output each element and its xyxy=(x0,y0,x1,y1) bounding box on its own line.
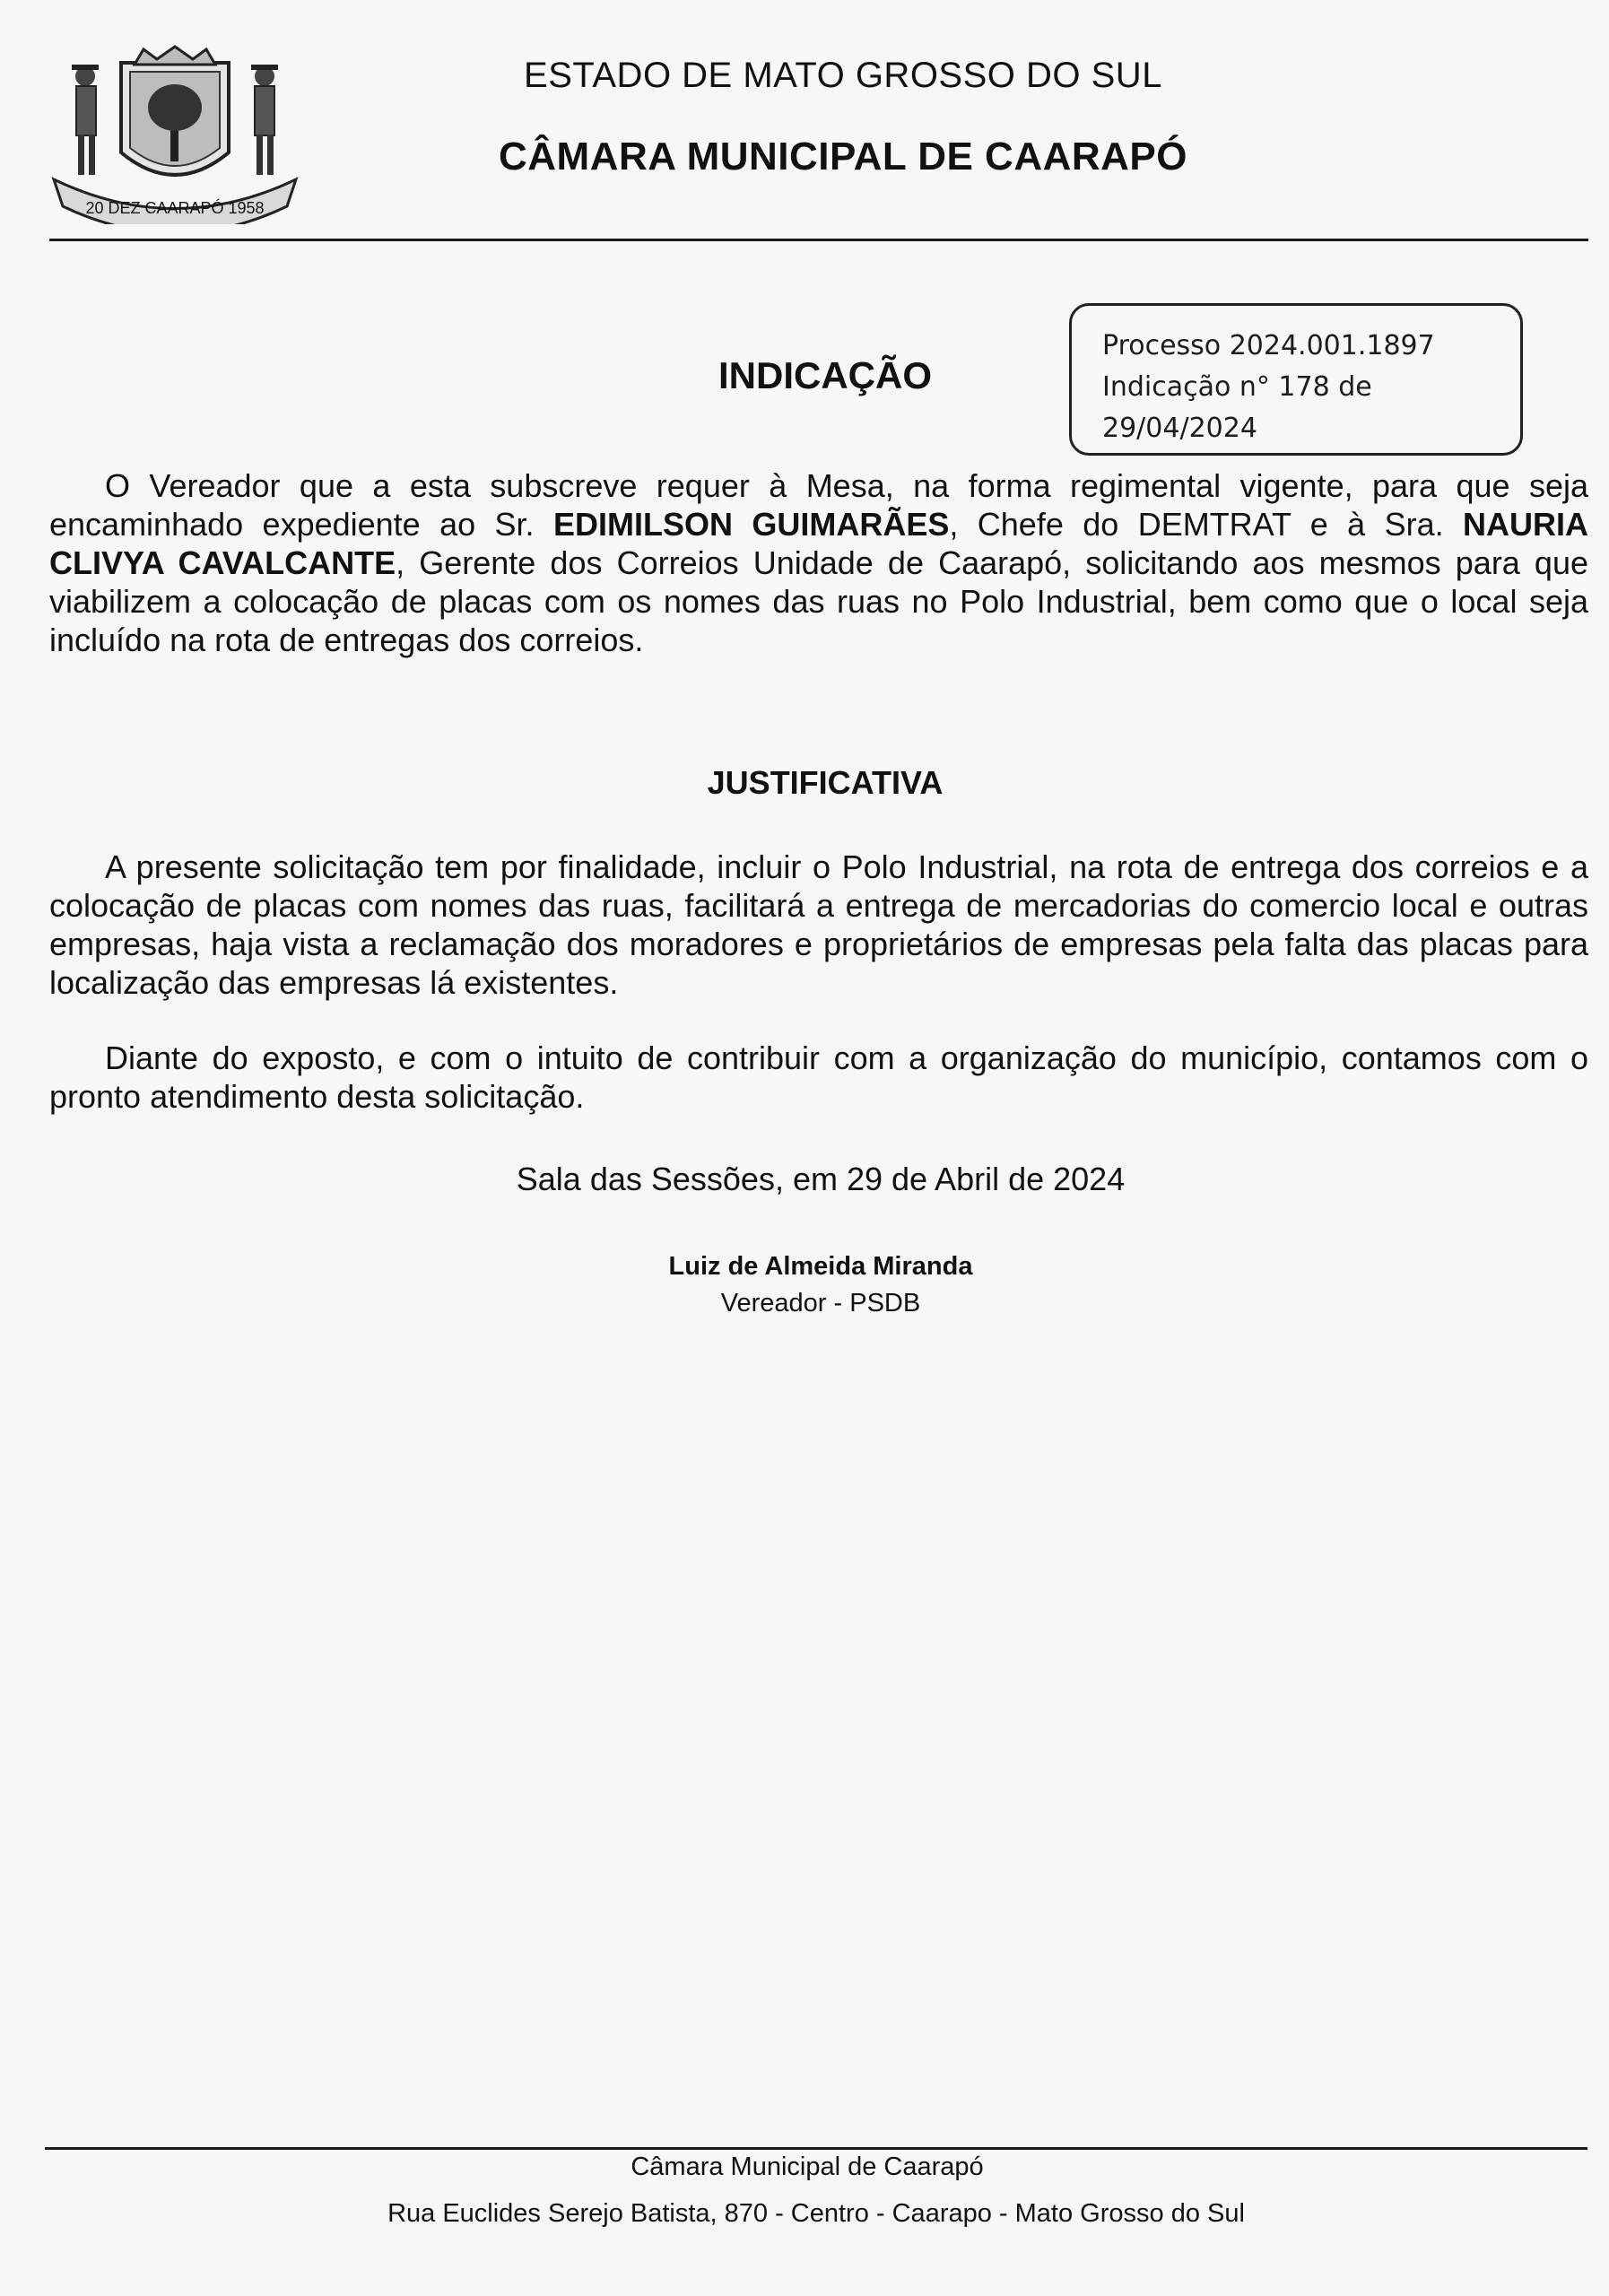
closing-text: Diante do exposto, e com o intuito de contribuir com a organização do município, contamos com o pronto atendimento desta solicitação. xyxy=(49,1039,1588,1115)
recipient-name-2: NAURIA CLIVYA CAVALCANTE xyxy=(49,506,1589,581)
request-text-start: O Vereador que a esta subscreve requer à Mesa, na forma regimental vigente, para que seja encaminhado expediente ao Sr. xyxy=(49,467,1588,543)
request-paragraph xyxy=(49,466,1588,659)
footer-address: Rua Euclides Serejo Batista, 870 - Centro - Caarapo - Mato Grosso do Sul xyxy=(387,2199,1245,2228)
request-text-middle: , Chefe do DEMTRAT e à Sra. xyxy=(949,506,1464,543)
organization-name: CÂMARA MUNICIPAL DE CAARAPÓ xyxy=(498,135,1187,178)
header-divider xyxy=(49,239,1588,241)
stamp-process-number: Processo 2024.001.1897 xyxy=(1102,330,1435,361)
municipal-coat-of-arms xyxy=(45,45,305,224)
place-and-date: Sala das Sessões, em 29 de Abril de 2024 xyxy=(516,1161,1126,1197)
recipient-name-1: EDIMILSON GUIMARÃES xyxy=(552,506,950,543)
signer-role: Vereador - PSDB xyxy=(720,1289,921,1318)
stamp-indication-number: Indicação n° 178 de xyxy=(1102,371,1372,403)
request-text-end: , Gerente dos Correios Unidade de Caarapó, solicitando aos mesmos para que viabilizem a colocação de placas com os nomes das ruas no Polo Industrial, bem como que o local seja incluído na rota de entregas dos correios. xyxy=(49,544,1588,658)
closing-paragraph xyxy=(49,1039,1588,1116)
justification-text: A presente solicitação tem por finalidade, incluir o Polo Industrial, na rota de entrega dos correios e a colocação de placas com nomes das ruas, facilitará a entrega de mercadorias do comercio local e outras empresas, haja vista a reclamação dos moradores e proprietários de empresas pela falta das placas para localização das empresas lá existentes. xyxy=(49,848,1588,1001)
justification-paragraph xyxy=(49,848,1588,1002)
signer-name: Luiz de Almeida Miranda xyxy=(668,1252,973,1281)
crest-ribbon-text: 20 DEZ CAARAPÓ 1958 xyxy=(85,199,265,217)
protocol-stamp xyxy=(1069,303,1523,456)
stamp-date: 29/04/2024 xyxy=(1102,413,1257,444)
footer-divider xyxy=(45,2147,1587,2150)
document-title: INDICAÇÃO xyxy=(718,354,932,396)
footer-organization: Câmara Municipal de Caarapó xyxy=(631,2152,984,2181)
state-name: ESTADO DE MATO GROSSO DO SUL xyxy=(524,56,1162,95)
justification-heading: JUSTIFICATIVA xyxy=(707,764,944,801)
